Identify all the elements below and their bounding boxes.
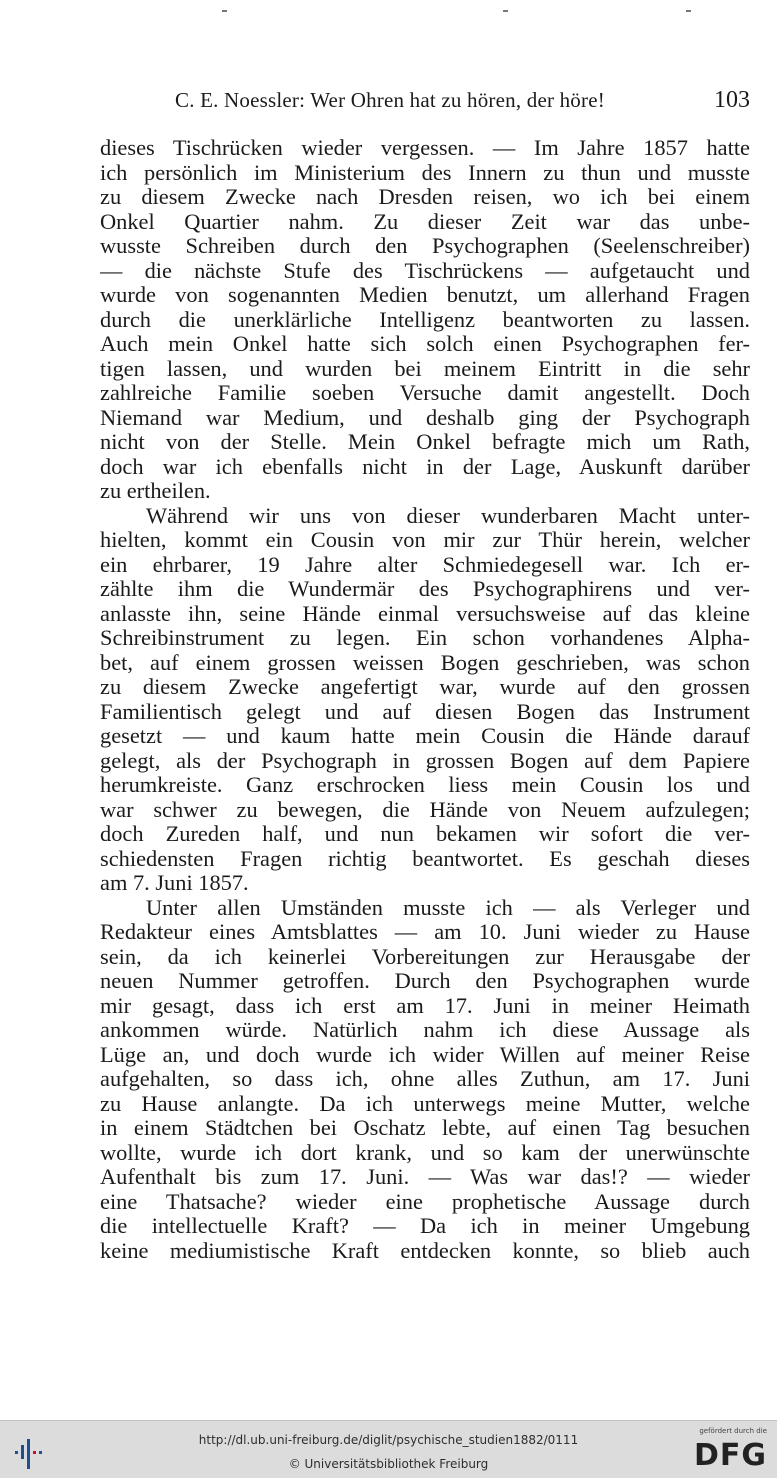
funding-caption: gefördert durch die (699, 1427, 767, 1435)
text-line: anlasste ihn, seine Hände einmal versuchsweise auf das kleine (100, 601, 750, 626)
text-line: gesetzt — und kaum hatte mein Cousin die Hände darauf (100, 724, 750, 748)
text-line: hielten, kommt ein Cousin von mir zur Thür herein, welcher (100, 528, 750, 552)
dfg-logo: DFG (693, 1438, 767, 1473)
text-line: Familientisch gelegt und auf diesen Bogen das Instrument (100, 699, 750, 724)
text-line: bet, auf einem grossen weissen Bogen geschrieben, was schon (100, 650, 750, 675)
text-line: Redakteur eines Amtsblattes — am 10. Juni wieder zu Hause (100, 920, 750, 944)
text-line: zu Hause anlangte. Da ich unterwegs meine Mutter, welche (100, 1091, 750, 1116)
dfg-funding-badge (693, 1427, 767, 1475)
text-line: Auch mein Onkel hatte sich solch einen Psychographen fer- (100, 332, 750, 356)
text-line: tigen lassen, und wurden bei meinem Eintritt in die sehr (100, 356, 750, 381)
body-text (100, 136, 750, 1263)
text-line: Niemand war Medium, und deshalb ging der Psychograph (100, 405, 750, 430)
page-header (100, 88, 750, 118)
scan-edge-marks (0, 10, 777, 20)
page-number: 103 (714, 87, 750, 113)
text-line: gelegt, als der Psychograph in grossen Bogen auf dem Papiere (100, 748, 750, 773)
text-line: herumkreiste. Ganz erschrocken liess mein Cousin los und (100, 773, 750, 797)
text-line: mir gesagt, dass ich erst am 17. Juni in meiner Heimath (100, 993, 750, 1018)
text-line: zu diesem Zwecke nach Dresden reisen, wo ich bei einem (100, 185, 750, 209)
permalink-url[interactable]: http://dl.ub.uni-freiburg.de/diglit/psychische_studien1882/0111 (198, 1433, 579, 1447)
viewer-footer (0, 1420, 777, 1478)
text-line: ein ehrbarer, 19 Jahre alter Schmiedegesell war. Ich er- (100, 552, 750, 577)
text-line: zu diesem Zwecke angefertigt war, wurde auf den grossen (100, 675, 750, 699)
text-line: nicht von der Stelle. Mein Onkel befragte mich um Rath, (100, 430, 750, 454)
text-line: Aufenthalt bis zum 17. Juni. — Was war das!? — wieder (100, 1165, 750, 1189)
text-line: ankommen würde. Natürlich nahm ich diese Aussage als (100, 1018, 750, 1042)
text-line: zählte ihm die Wundermär des Psychographirens und ver- (100, 577, 750, 601)
text-line: zahlreiche Familie soeben Versuche damit angestellt. Doch (100, 381, 750, 405)
text-line: wusste Schreiben durch den Psychographen (Seelenschreiber) (100, 234, 750, 258)
text-line: Schreibinstrument zu legen. Ein schon vorhandenes Alpha- (100, 626, 750, 650)
text-line: ich persönlich im Ministerium des Innern zu thun und musste (100, 160, 750, 185)
text-line: Unter allen Umständen musste ich — als Verleger und (146, 895, 750, 920)
text-line: war schwer zu bewegen, die Hände von Neuem aufzulegen; (100, 797, 750, 822)
running-title: C. E. Noessler: Wer Ohren hat zu hören, der höre! (175, 88, 605, 112)
text-line: wurde von sogenannten Medien benutzt, um allerhand Fragen (100, 283, 750, 307)
text-line: am 7. Juni 1857. (100, 871, 249, 895)
text-line: Während wir uns von dieser wunderbaren Macht unter- (146, 503, 750, 528)
copyright-notice: © Universitätsbibliothek Freiburg (288, 1457, 489, 1471)
text-line: Lüge an, und doch wurde ich wider Willen auf meiner Reise (100, 1042, 750, 1067)
text-line: doch Zureden half, und nun bekamen wir sofort die ver- (100, 822, 750, 846)
text-line: die intellectuelle Kraft? — Da ich in meiner Umgebung (100, 1214, 750, 1238)
text-line: wollte, wurde ich dort krank, und so kam der unerwünschte (100, 1140, 750, 1165)
text-line: neuen Nummer getroffen. Durch den Psychographen wurde (100, 969, 750, 993)
text-line: eine Thatsache? wieder eine prophetische Aussage durch (100, 1189, 750, 1214)
text-line: in einem Städtchen bei Oschatz lebte, auf einen Tag besuchen (100, 1116, 750, 1140)
text-line: — die nächste Stufe des Tischrückens — aufgetaucht und (100, 258, 750, 283)
text-line: zu ertheilen. (100, 479, 211, 503)
text-line: keine mediumistische Kraft entdecken konnte, so blieb auch (100, 1238, 750, 1263)
text-line: doch war ich ebenfalls nicht in der Lage, Auskunft darüber (100, 454, 750, 479)
text-line: sein, da ich keinerlei Vorbereitungen zur Herausgabe der (100, 944, 750, 969)
text-line: Onkel Quartier nahm. Zu dieser Zeit war das unbe- (100, 209, 750, 234)
text-line: aufgehalten, so dass ich, ohne alles Zuthun, am 17. Juni (100, 1067, 750, 1091)
text-line: durch die unerklärliche Intelligenz beantworten zu lassen. (100, 307, 750, 332)
text-line: schiedensten Fragen richtig beantwortet. Es geschah dieses (100, 846, 750, 871)
text-line: dieses Tischrücken wieder vergessen. — Im Jahre 1857 hatte (100, 136, 750, 160)
